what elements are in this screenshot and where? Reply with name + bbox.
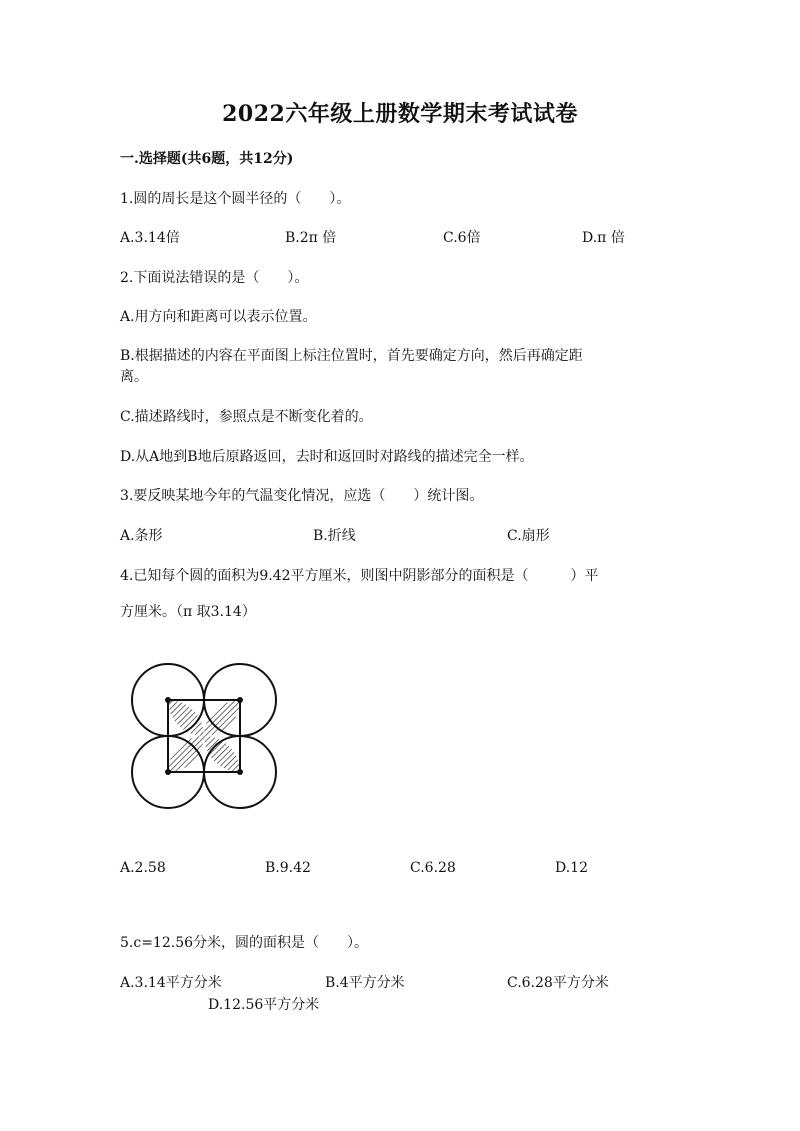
- question-5-option-b: B.4平方分米: [325, 975, 405, 991]
- question-4-option-a: A.2.58: [120, 860, 166, 876]
- question-5-stem: 5.c=12.56分米，圆的面积是（ ）。: [120, 935, 369, 951]
- question-2-option-d: D.从A地到B地后原路返回，去时和返回时对路线的描述完全一样。: [120, 449, 534, 465]
- question-2-option-a: A.用方向和距离可以表示位置。: [120, 309, 317, 325]
- question-4-option-b: B.9.42: [265, 860, 311, 876]
- question-3-stem: 3.要反映某地今年的气温变化情况，应选（ ）统计图。: [120, 488, 484, 504]
- question-3-option-c: C.扇形: [507, 528, 550, 544]
- question-3-option-b: B.折线: [313, 528, 356, 544]
- question-5-option-a: A.3.14平方分米: [120, 975, 222, 991]
- question-1-stem: 1.圆的周长是这个圆半径的（ ）。: [120, 191, 351, 207]
- page-title: 2022六年级上册数学期末考试试卷: [222, 101, 578, 127]
- question-2-option-c: C.描述路线时，参照点是不断变化着的。: [120, 409, 373, 425]
- question-4-stem-line-2: 方厘米。（π 取3.14）: [120, 604, 256, 620]
- question-5-option-d: D.12.56平方分米: [208, 997, 320, 1013]
- question-3-option-a: A.条形: [120, 528, 163, 544]
- four-circles-shaded-region-icon: [128, 660, 288, 820]
- question-5-option-c: C.6.28平方分米: [507, 975, 609, 991]
- question-4-option-c: C.6.28: [410, 860, 456, 876]
- question-2-option-b: B.根据描述的内容在平面图上标注位置时，首先要确定方向，然后再确定距: [120, 348, 583, 364]
- question-4-stem-line-1: 4.已知每个圆的面积为9.42平方厘米，则图中阴影部分的面积是（ ）平: [120, 568, 599, 584]
- question-2-stem: 2.下面说法错误的是（ ）。: [120, 270, 309, 286]
- question-1-option-c: C.6倍: [443, 230, 481, 246]
- question-1-option-d: D.π 倍: [582, 230, 625, 246]
- question-4-option-d: D.12: [555, 860, 588, 876]
- section-heading: 一.选择题(共6题，共12分): [120, 151, 294, 167]
- question-1-option-a: A.3.14倍: [120, 230, 180, 246]
- question-1-option-b: B.2π 倍: [285, 230, 337, 246]
- question-2-option-b-cont: 离。: [120, 369, 148, 385]
